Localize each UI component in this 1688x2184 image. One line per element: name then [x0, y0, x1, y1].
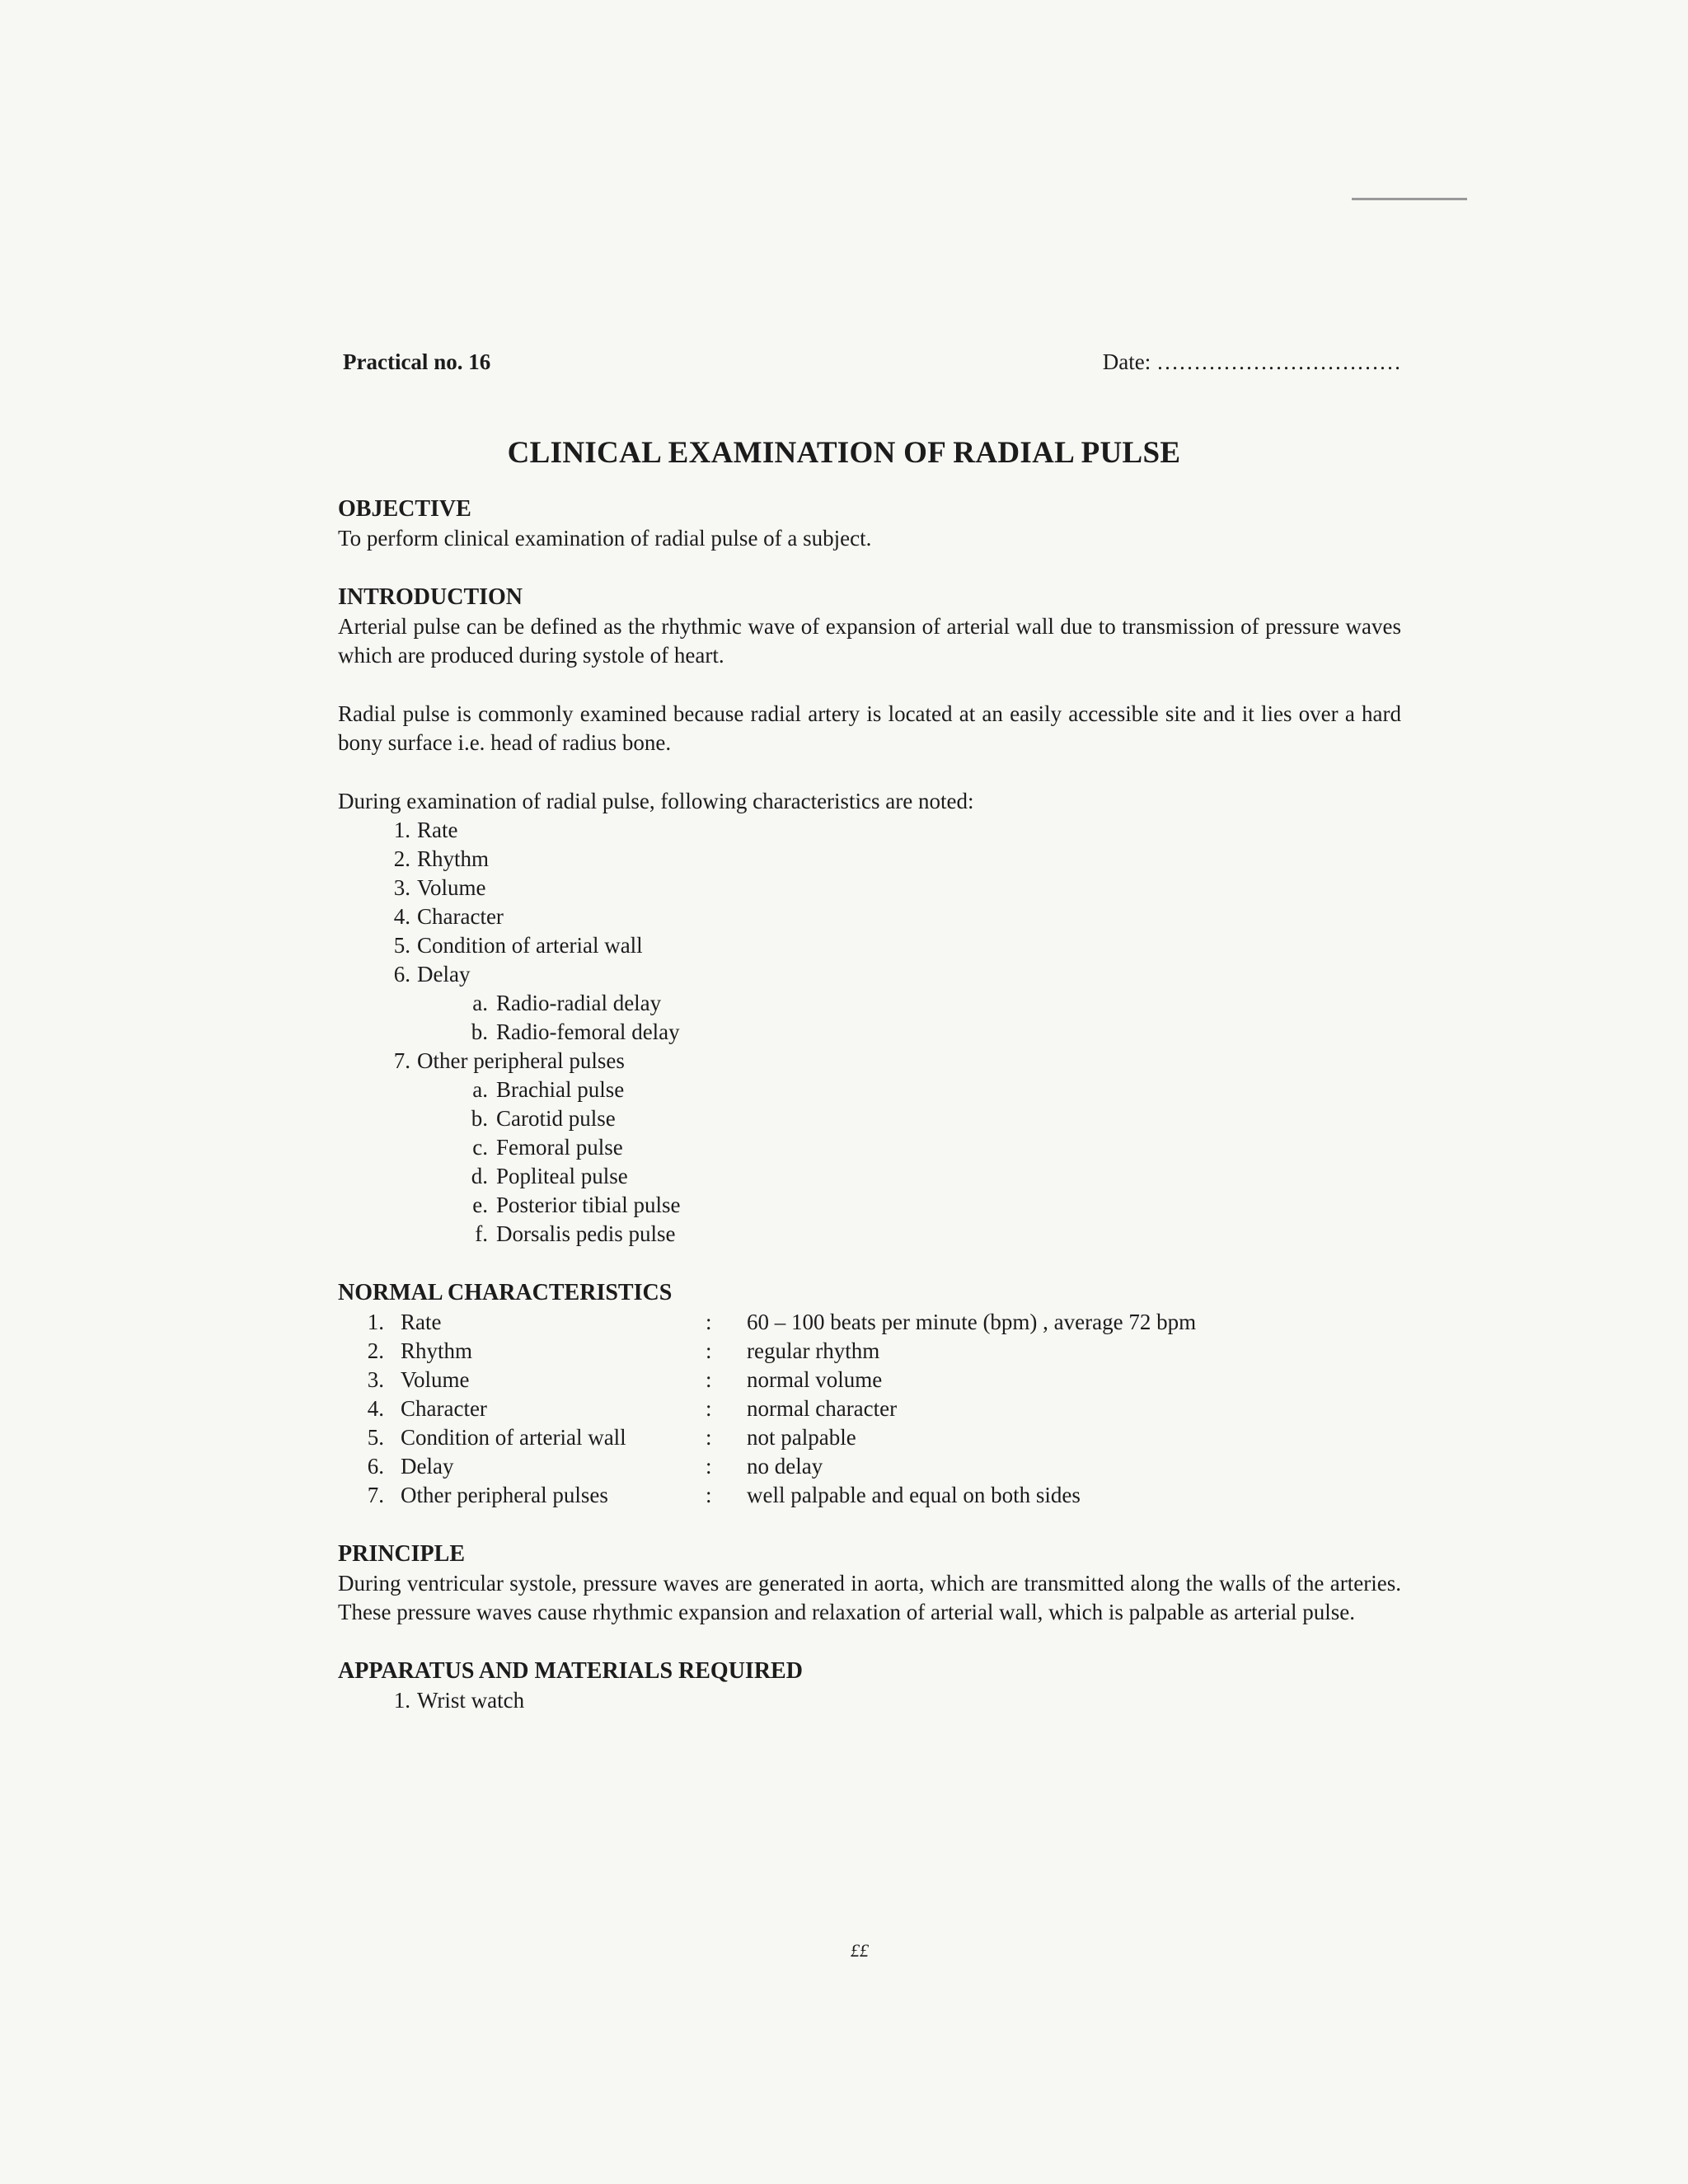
table-row — [338, 1337, 1401, 1366]
introduction-section — [338, 583, 1401, 1249]
table-row — [338, 1481, 1401, 1510]
sublist-text: Radio-radial delay — [496, 991, 662, 1015]
list-text: Condition of arterial wall — [417, 933, 643, 958]
row-value: normal volume — [747, 1367, 883, 1392]
table-row — [338, 1423, 1401, 1452]
list-item — [338, 874, 1401, 902]
introduction-heading: INTRODUCTION — [338, 584, 523, 610]
row-number: 4. — [367, 1396, 384, 1421]
sublist-text: Carotid pulse — [496, 1106, 616, 1131]
practical-number: Practical no. 16 — [343, 349, 491, 374]
sublist-text: Radio-femoral delay — [496, 1019, 680, 1044]
list-number: 2. — [393, 846, 410, 871]
list-text: Volume — [417, 875, 486, 900]
date-field: Date: …………………………… — [1102, 349, 1401, 374]
introduction-para-1: Arterial pulse can be defined as the rhythmic wave of expansion of arterial wall due to transmission of pressure waves which are produced during systole of heart. — [338, 614, 1401, 668]
row-number: 1. — [367, 1310, 384, 1334]
row-colon: : — [706, 1367, 712, 1392]
introduction-para-2: Radial pulse is commonly examined because radial artery is located at an easily accessible site and it lies over a hard bony surface i.e. head of radius bone. — [338, 701, 1401, 755]
characteristics-list — [338, 816, 1401, 1249]
row-colon: : — [706, 1454, 712, 1479]
row-label: Rate — [401, 1310, 442, 1334]
table-row — [338, 1366, 1401, 1394]
row-value: 60 – 100 beats per minute (bpm) , average 72 bpm — [747, 1310, 1197, 1334]
row-value: no delay — [747, 1454, 823, 1479]
document-body — [338, 494, 1401, 1745]
row-value: regular rhythm — [747, 1338, 880, 1363]
list-number: 4. — [393, 904, 410, 929]
normal-characteristics-heading: NORMAL CHARACTERISTICS — [338, 1280, 673, 1305]
table-row — [338, 1452, 1401, 1481]
sublist-item — [417, 1133, 1401, 1162]
document-title: CLINICAL EXAMINATION OF RADIAL PULSE — [507, 436, 1181, 470]
principle-text: During ventricular systole, pressure waves are generated in aorta, which are transmitted along the walls of the arteries. These pressure waves cause rhythmic expansion and relaxation of arterial wall, which is palpable as arterial pulse. — [338, 1571, 1401, 1624]
sublist-item — [417, 1191, 1401, 1220]
apparatus-section — [338, 1657, 1401, 1715]
sublist-letter: e. — [472, 1193, 488, 1217]
row-number: 2. — [367, 1338, 384, 1363]
introduction-para-3: During examination of radial pulse, following characteristics are noted: — [338, 789, 974, 813]
row-colon: : — [706, 1310, 712, 1334]
list-item — [338, 845, 1401, 874]
document-header — [343, 349, 1401, 382]
sublist-letter: d. — [471, 1164, 488, 1188]
row-label: Character — [401, 1396, 487, 1421]
list-item — [338, 960, 1401, 1047]
row-number: 3. — [367, 1367, 384, 1392]
list-text: Rate — [417, 818, 458, 842]
row-number: 7. — [367, 1483, 384, 1507]
sublist-text: Popliteal pulse — [496, 1164, 628, 1188]
page-number: ££ — [851, 1940, 869, 1961]
row-label: Other peripheral pulses — [401, 1483, 608, 1507]
list-number: 6. — [393, 962, 410, 987]
list-item — [338, 902, 1401, 931]
sublist-item — [417, 1162, 1401, 1191]
row-label: Rhythm — [401, 1338, 473, 1363]
peripheral-pulses-sublist — [417, 1076, 1401, 1249]
sublist-text: Brachial pulse — [496, 1077, 625, 1102]
list-text: Character — [417, 904, 504, 929]
objective-section — [338, 494, 1401, 553]
sublist-item — [417, 1076, 1401, 1104]
sublist-letter: a. — [472, 1077, 488, 1102]
list-number: 5. — [393, 933, 410, 958]
apparatus-heading: APPARATUS AND MATERIALS REQUIRED — [338, 1658, 803, 1684]
list-number: 3. — [393, 875, 410, 900]
row-label: Delay — [401, 1454, 454, 1479]
row-number: 5. — [367, 1425, 384, 1450]
principle-heading: PRINCIPLE — [338, 1541, 466, 1567]
list-text: Other peripheral pulses — [417, 1048, 625, 1073]
list-number: 1. — [393, 818, 410, 842]
delay-sublist — [417, 989, 1401, 1047]
row-colon: : — [706, 1338, 712, 1363]
row-label: Condition of arterial wall — [401, 1425, 626, 1450]
sublist-text: Dorsalis pedis pulse — [496, 1221, 676, 1246]
sublist-item — [417, 1104, 1401, 1133]
sublist-text: Posterior tibial pulse — [496, 1193, 681, 1217]
sublist-item — [417, 1018, 1401, 1047]
objective-text: To perform clinical examination of radial pulse of a subject. — [338, 526, 872, 551]
list-number: 1. — [393, 1688, 410, 1713]
row-value: normal character — [747, 1396, 898, 1421]
row-label: Volume — [401, 1367, 470, 1392]
table-row — [338, 1308, 1401, 1337]
list-item — [338, 1686, 1401, 1715]
sublist-item — [417, 989, 1401, 1018]
sublist-letter: b. — [471, 1106, 488, 1131]
list-item — [338, 816, 1401, 845]
row-value: well palpable and equal on both sides — [747, 1483, 1081, 1507]
sublist-text: Femoral pulse — [496, 1135, 623, 1160]
sublist-letter: b. — [471, 1019, 488, 1044]
row-colon: : — [706, 1425, 712, 1450]
list-text: Delay — [417, 962, 471, 987]
sublist-letter: c. — [472, 1135, 488, 1160]
principle-section — [338, 1540, 1401, 1627]
apparatus-list — [338, 1686, 1401, 1715]
normal-characteristics-section — [338, 1278, 1401, 1510]
objective-heading: OBJECTIVE — [338, 496, 471, 522]
table-row — [338, 1394, 1401, 1423]
sublist-item — [417, 1220, 1401, 1249]
list-text: Rhythm — [417, 846, 490, 871]
scan-artifact-line — [1352, 198, 1467, 200]
row-number: 6. — [367, 1454, 384, 1479]
sublist-letter: f. — [475, 1221, 488, 1246]
list-item — [338, 931, 1401, 960]
row-value: not palpable — [747, 1425, 856, 1450]
row-colon: : — [706, 1396, 712, 1421]
list-number: 7. — [393, 1048, 410, 1073]
sublist-letter: a. — [472, 991, 488, 1015]
row-colon: : — [706, 1483, 712, 1507]
list-text: Wrist watch — [417, 1688, 525, 1713]
list-item — [338, 1047, 1401, 1249]
